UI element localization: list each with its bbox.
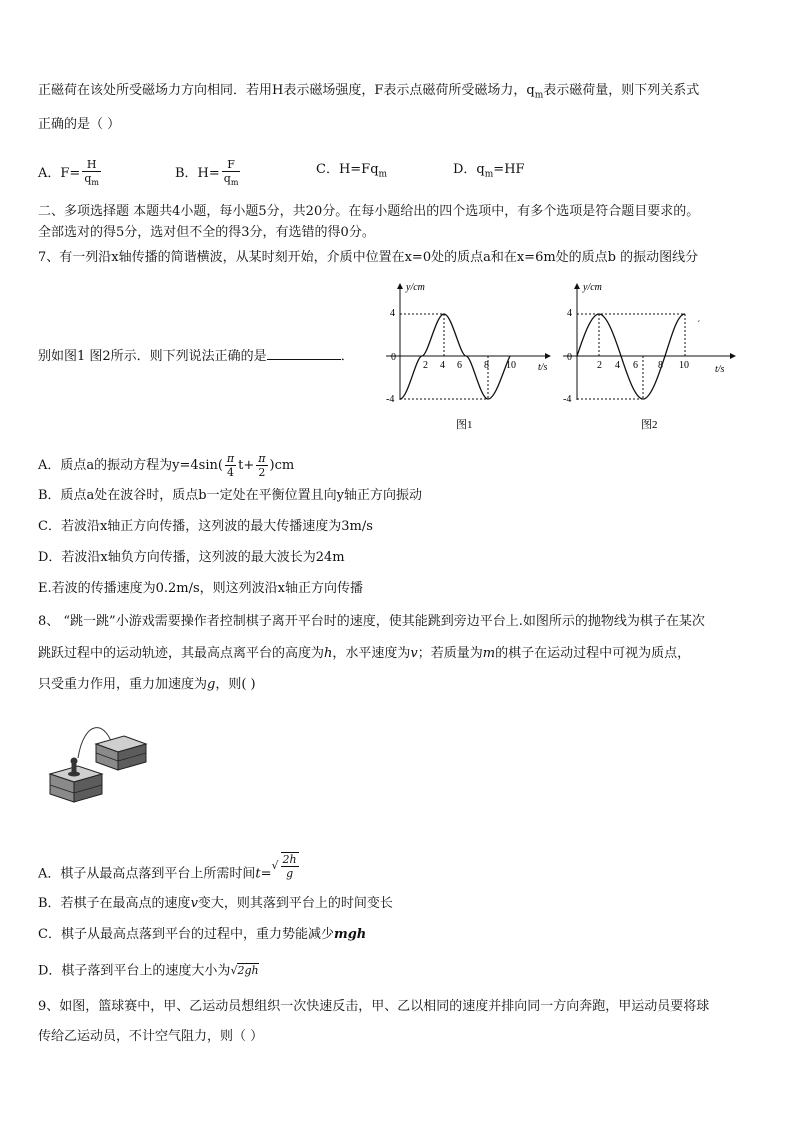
fig1-xtick-8: 8	[484, 360, 489, 371]
q9-stem-line2: 传给乙运动员，不计空气阻力，则（ ）	[38, 1029, 264, 1044]
fig1-ytick-top: 4	[390, 308, 395, 319]
q7-option-e: E.若波的传播速度为0.2m/s，则这列波沿x轴正方向传播	[38, 581, 364, 596]
q6-option-d: D．$q_m=HF$	[453, 162, 525, 180]
section2-instructions-line2: 全部选对的得5分，选对但不全的得3分，有选错的得0分。	[38, 225, 375, 240]
fig1-xtick-2: 2	[423, 360, 428, 371]
q8-stem-line3: 只受重力作用，重力加速度为g，则( )	[38, 677, 256, 692]
q8-option-d: D．棋子落到平台上的速度大小为√2gh	[38, 963, 259, 979]
q7-figure-2	[555, 278, 745, 438]
chess-piece-head	[71, 758, 78, 765]
fig1-caption: 图1	[456, 419, 473, 431]
fig2-xtick-10: 10	[679, 360, 689, 371]
chess-piece-body	[72, 764, 77, 774]
fig2-origin-label: 0	[567, 352, 572, 363]
fig2-xtick-8: 8	[658, 360, 663, 371]
q6-option-a: A．F= $\frac{H}{q_m}$	[38, 158, 99, 188]
fig2-caption: 图2	[641, 419, 658, 431]
q7-option-c: C．若波沿x轴正方向传播，这列波的最大传播速度为3m/s	[38, 519, 373, 534]
fig1-x-label: t/s	[538, 362, 548, 373]
q7-stem-line2: 别如图1 图2所示．则下列说法正确的是 ．	[38, 349, 354, 364]
q8-option-a: A．棋子从最高点落到平台上所需时间t=√ $\frac{2h}{g}$	[38, 860, 301, 888]
q8-option-c: C．棋子从最高点落到平台的过程中，重力势能减少mgh	[38, 927, 367, 942]
fig2-stray-mark: ˊ	[697, 320, 701, 331]
q7-option-a: A．质点a的振动方程为y=4sin( $\frac{\pi}{4}$ t+ $\frac{\pi}{2}$ )cm	[38, 452, 295, 479]
fig2-ytick-top: 4	[567, 308, 572, 319]
q6-option-b: B．H= $\frac{F}{q_m}$	[175, 158, 239, 188]
q6-option-c: C．$H=Fq_m$	[316, 162, 388, 180]
fig2-xtick-2: 2	[597, 360, 602, 371]
q8-jump-game-figure	[44, 718, 154, 810]
fig2-ytick-bottom: -4	[563, 394, 572, 405]
answer-blank	[267, 347, 341, 360]
fig2-xtick-4: 4	[615, 360, 620, 371]
q8-stem-line1: 8、 “跳一跳”小游戏需要操作者控制棋子离开平台时的速度，使其能跳到旁边平台上.如图所示的抛物线为棋子在某次	[38, 614, 705, 629]
q8-stem-line2: 跳跃过程中的运动轨迹，其最高点离平台的高度为h，水平速度为v；若质量为m的棋子在运动过程中可视为质点，	[38, 646, 691, 661]
fig2-y-label: y/cm	[583, 282, 602, 293]
fig1-origin-label: 0	[391, 352, 396, 363]
q7-option-b: B．质点a处在波谷时，质点b一定处在平衡位置且向y轴正方向振动	[38, 488, 422, 503]
section2-instructions-line1: 二、多项选择题 本题共4小题，每小题5分，共20分。在每小题给出的四个选项中，有多个选项是符合题目要求的。	[38, 204, 700, 219]
sqrt-fraction: √ $\frac{2h}{g}$	[271, 853, 297, 880]
q7-stem-line1: 7、有一列沿x轴传播的简谐横波，从某时刻开始，介质中位置在x=0处的质点a和在x=6m处的质点b 的振动图线分	[38, 250, 699, 265]
fig1-ytick-bottom: -4	[386, 394, 395, 405]
q9-stem-line1: 9、如图，篮球赛中，甲、乙运动员想组织一次快速反击，甲、乙以相同的速度并排向同一方向奔跑，甲运动员要将球	[38, 999, 710, 1014]
q7-figure-1	[378, 278, 558, 438]
fig1-y-label: y/cm	[406, 282, 425, 293]
fig2-x-label: t/s	[715, 364, 725, 375]
q6-stem-line1: 正磁荷在该处所受磁场力方向相同．若用H表示磁场强度，F表示点磁荷所受磁场力，$q_m$表示磁荷量，则下列关系式	[38, 83, 700, 101]
fig1-xtick-10: 10	[506, 360, 516, 371]
sqrt-symbol: √2gh	[230, 964, 259, 977]
fig2-xtick-6: 6	[633, 360, 638, 371]
fig1-xtick-6: 6	[457, 360, 462, 371]
q8-option-b: B．若棋子在最高点的速度v变大，则其落到平台上的时间变长	[38, 896, 393, 911]
fig1-xtick-4: 4	[440, 360, 445, 371]
q7-option-d: D．若波沿x轴负方向传播，这列波的最大波长为24m	[38, 550, 345, 565]
q6-stem-line2: 正确的是（ ）	[38, 117, 121, 132]
